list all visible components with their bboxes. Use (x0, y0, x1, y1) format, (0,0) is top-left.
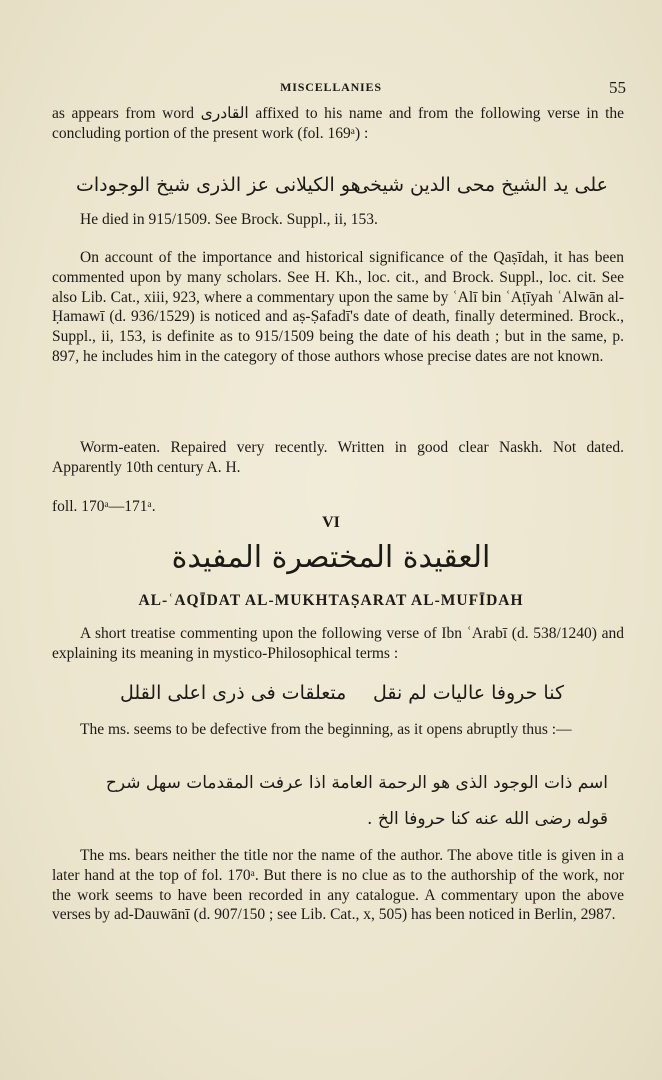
section-number: VI (322, 514, 340, 531)
paragraph-commentaries: On account of the importance and historical significance of the Qaṣīdah, it has been commented upon by many scholars. See H. Kh., loc. cit., and Brock. Suppl., loc. cit. See also Lib. Cat., xiii, 923, where a commentary upon the same by ʿAlī bin ʿAṭīyah ʿAlwān al-Ḥamawī (d. 936/1529) is noticed and aṣ-Ṣafadī's date of death, finally determined. Brock., Suppl., ii, 153, is definite as to 915/1509 being the date of his death ; but in the same, p. 897, he includes him in the category of those authors whose precise dates are not known. (52, 249, 624, 365)
death-date-line: He died in 915/1509. See Brock. Suppl., ii, 153. (80, 211, 378, 228)
arabic-opening-line-1: اسم ذات الوجود الذى هو الرحمة العامة اذا عرفت المقدمات سهل شرح (105, 773, 608, 793)
paragraph-description: A short treatise commenting upon the following verse of Ibn ʿArabī (d. 538/1240) and explaining its meaning in mystico-Philosophical terms : (52, 625, 624, 662)
paragraph-defective: The ms. seems to be defective from the beginning, as it opens abruptly thus :— (80, 721, 572, 738)
arabic-verse-1-second-hemistich: هو الكيلانى عز الذرى شيخ الوجودات (76, 174, 361, 196)
paragraph-intro: as appears from word القادرى affixed to his name and from the following verse in the concluding portion of the present work (fol. 169ᵃ) : (52, 105, 624, 142)
paragraph-condition: Worm-eaten. Repaired very recently. Written in good clear Naskh. Not dated. Apparently 10th century A. H. (52, 439, 624, 476)
running-title: MISCELLANIES (280, 80, 382, 94)
arabic-work-title: العقيدة المختصرة المفيدة (171, 540, 491, 575)
transliterated-work-title: AL-ʿAQĪDAT AL-MUKHTAṢARAT AL-MUFĪDAH (138, 592, 524, 609)
arabic-verse-1-first-hemistich: على يد الشيخ محى الدين شيخى (354, 174, 608, 196)
folio-reference: foll. 170ᵃ—171ᵃ. (52, 498, 156, 515)
paragraph-authorship: The ms. bears neither the title nor the name of the author. The above title is given in a later hand at the top of fol. 170ᵃ. But there is no clue as to the authorship of the work, nor the work seems to have been recorded in any catalogue. A commentary upon the above verses by ad-Dauwānī (d. 907/150 ; see Lib. Cat., x, 505) has been noticed in Berlin, 2987. (52, 847, 624, 924)
arabic-opening-line-2: قوله رضى الله عنه كنا حروفا الخ . (367, 809, 608, 829)
arabic-verse-2-second-hemistich: متعلقات فى ذرى اعلى القلل (120, 682, 347, 704)
page-number: 55 (609, 78, 626, 97)
arabic-verse-2-first-hemistich: كنا حروفا عاليات لم نقل (372, 682, 564, 704)
